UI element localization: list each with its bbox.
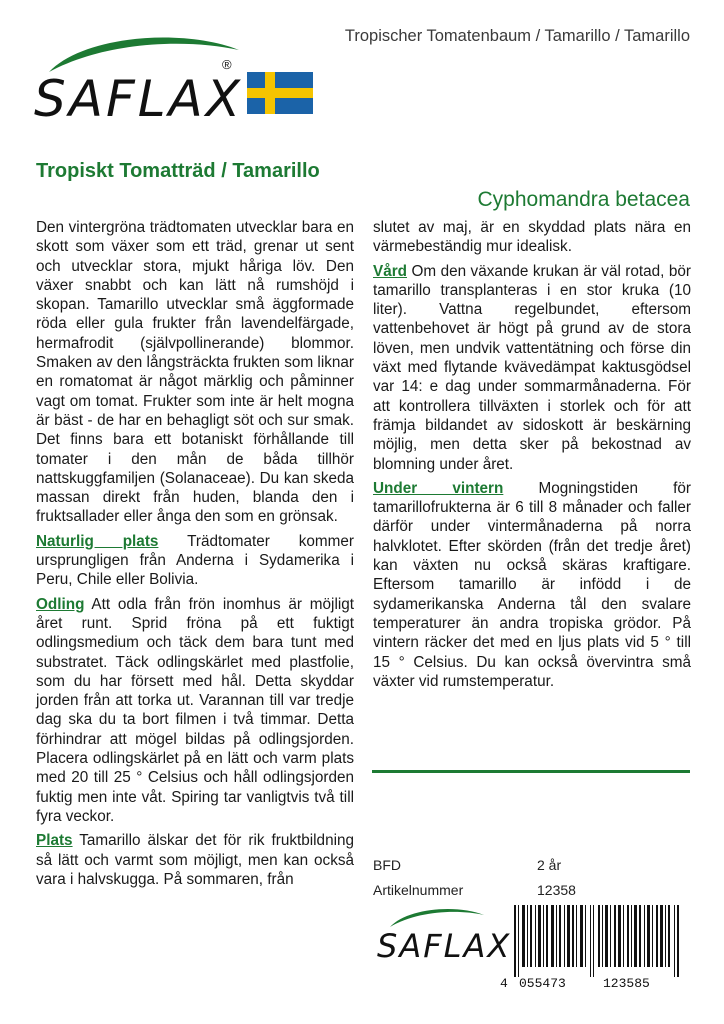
article-number-label: Artikelnummer <box>373 882 464 898</box>
swedish-flag-icon <box>247 72 313 114</box>
barcode-digit-1: 4 <box>500 976 508 991</box>
bfd-label: BFD <box>373 857 401 873</box>
location-text: Tamarillo älskar det för rik fruktbildning så lätt och varmt som möjligt, men kan också vara i halvskugga. På sommaren, från <box>36 832 354 888</box>
logo-text-small: SAFLAX <box>377 927 512 965</box>
care-text: Om den växande krukan är väl rotad, bör tamarillo transplanteras i en stor kruka (10 liter). Vattna regelbundet, eftersom vattenbehovet är högt på grund av de stora löven, men undvik vattentätning och förse din växt med flytande kvävedämpat kaktusgödsel var 14: e dag under sommarmånaderna. För att kontrollera tillväxten i storlek och för att främja bildandet av sidoskott är beskärning möjlig, men detta sker på bekostnad av blomning under året. <box>373 262 691 473</box>
care-heading: Vård <box>373 262 408 280</box>
winter-heading: Under vintern <box>373 479 504 497</box>
text-column-left <box>36 218 354 889</box>
article-number-value: 12358 <box>537 882 576 898</box>
cultivation-heading: Odling <box>36 595 85 613</box>
natural-location-paragraph <box>36 532 354 590</box>
bfd-value: 2 år <box>537 857 562 873</box>
registered-mark: ® <box>222 57 232 72</box>
logo-text: SAFLAX <box>34 70 244 128</box>
barcode-icon <box>510 905 688 977</box>
winter-paragraph <box>373 479 691 691</box>
location-paragraph <box>36 831 354 889</box>
winter-text: Mogningstiden för tamarillofrukterna är 6 till 8 månader och faller därför under vintermånaderna på norra halvklotet. Efter skörden (från det tredje året) kan växten nu också skäras kraftigare. Eftersom tamarillo är infödd i de sydamerikanska Anderna tål den svalare temperaturer än andra tropiska grödor. På vintern räcker det med en ljus plats vid 5 ° till 15 ° Celsius. Du kan också övervintra små växter vid rumstemperatur. <box>373 479 691 690</box>
location-continued: slutet av maj, är en skyddad plats nära en värmebeständig mur idealisk. <box>373 219 691 256</box>
latin-name: Cyphomandra betacea <box>477 188 690 211</box>
saflax-logo-small <box>375 905 512 965</box>
intro-paragraph: Den vintergröna trädtomaten utvecklar bara en skott som växer som ett träd, grenar ut sent och utvecklar stora, mjukt håriga löv. Den växer snabbt och kan lätt nå rumshöjd i skopan. Tamarillo utvecklar små äggformade röda eller gula frukter från lavendelfärgade, hermafrodit (självpollinerande) blommor. Smaken av den långsträckta frukten som liknar en romatomat är något märklig och påminner vagt om tomat. Frukter som inte är helt mogna är bäst - de har en behagligt söt och sur smak. Det finns bara ett botaniskt förhållande till tomater i den mån de båda tillhör nattskuggfamiljen (Solanaceae). Du kan skeda massan direkt från huden, blanda den i fruktsallader eller ånga den som en grönsak. <box>36 219 354 526</box>
location-heading: Plats <box>36 832 73 850</box>
text-column-right <box>373 218 691 691</box>
product-title: Tropiskt Tomatträd / Tamarillo <box>36 160 320 182</box>
natural-location-heading: Naturlig plats <box>36 532 159 550</box>
barcode-group-1: 055473 <box>519 976 566 991</box>
cultivation-paragraph <box>36 595 354 827</box>
divider-line <box>372 770 690 773</box>
cultivation-text: Att odla från frön inomhus är möjligt året runt. Sprid fröna på ett fuktigt odlingsmedium och täck dem bara tunt med substratet. Täck odlingskärlet med plastfolie, som du har försett med hål. Detta skyddar jorden från att torka ut. Varannan till var tredje dag ska du ta bort filmen i två timmar. Detta förhindrar att mögel bildas på odlingsjorden. Placera odlingskärlet på en lätt och varm plats med 20 till 25 ° Celsius och håll odlingsjorden fuktig men inte våt. Spiring tar vanligtvis två till fyra veckor. <box>36 595 354 825</box>
natural-location-text: Trädtomater kommer ursprungligen från Anderna i Sydamerika i Peru, Chile eller Bolivia. <box>36 532 354 589</box>
header-title: Tropischer Tomatenbaum / Tamarillo / Tamarillo <box>344 27 690 45</box>
care-paragraph <box>373 262 691 474</box>
barcode-group-2: 123585 <box>603 976 650 991</box>
